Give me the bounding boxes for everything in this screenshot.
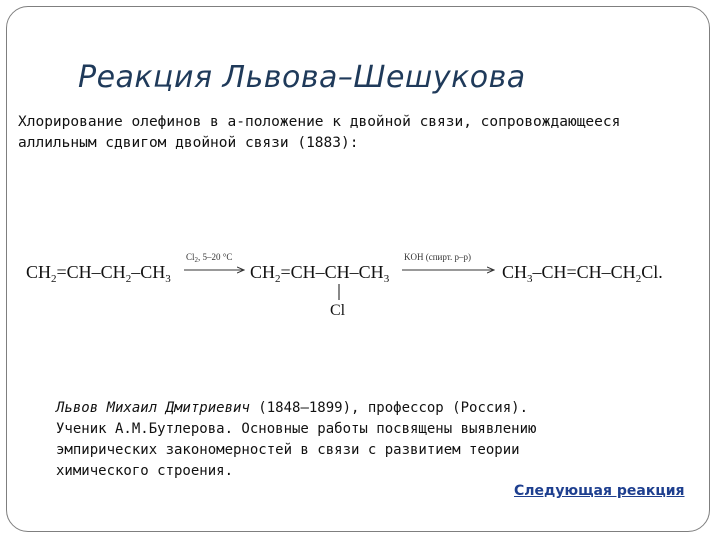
arrow-1-label: $Cl_2$, 5–20 °C (186, 252, 233, 264)
bio-name: Львов Михаил Дмитриевич (56, 400, 250, 416)
bio-text (56, 398, 576, 482)
arrow-2-label: KOH (спирт. р–р) (404, 252, 472, 262)
reaction-svg (0, 230, 720, 330)
bio-rest: (1848–1899), профессор (Россия). Ученик А.М.Бутлерова. Основные работы посвящены выявлению эмпирических закономерностей в связи с развитием теории химического строения. (56, 400, 537, 479)
product-formula: $CH_3-CH=CH-CH_2Cl$. (502, 262, 663, 285)
intro-text: Хлорирование олефинов в a-положение к двойной связи, сопровождающееся аллильным сдвигом двойной связи (1883): (18, 114, 621, 151)
next-reaction-link[interactable]: Следующая реакция (514, 483, 685, 499)
reactant-formula: $CH_2=CH-CH_2-CH_3$ (26, 262, 171, 285)
intermediate-formula: $CH_2=CH-CH-CH_3$ (250, 262, 390, 285)
intermediate-substituent: Cl (330, 302, 346, 319)
reaction-scheme (0, 230, 720, 330)
slide-title: Реакция Львова–Шешукова (78, 60, 526, 95)
